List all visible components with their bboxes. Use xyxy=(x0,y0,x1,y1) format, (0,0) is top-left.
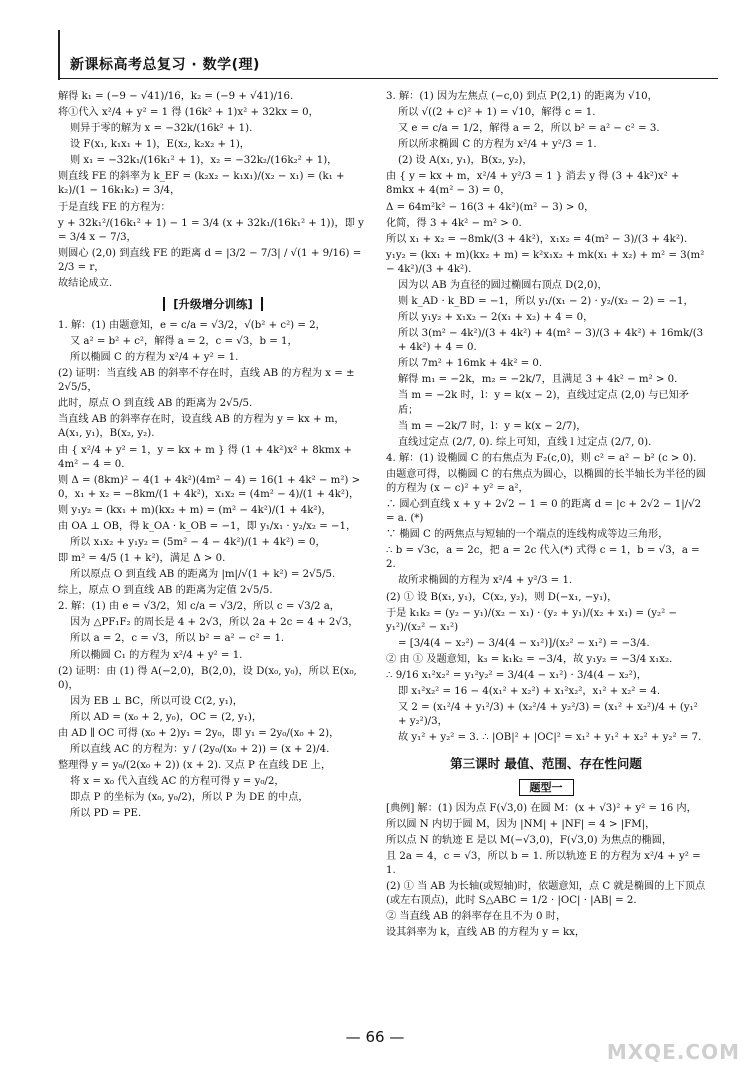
text-line: 由 { x²/4 + y² = 1，y = kx + m } 得 (1 + 4k²)x² + 8kmx + 4m² − 4 = 0. xyxy=(58,444,353,470)
text-line: = [3/4(4 − x₂²) − 3/4(4 − x₁²)]/(x₂² − x₁²) = −3/4. xyxy=(398,637,650,649)
text-line: 将 x = x₀ 代入直线 AC 的方程可得 y = y₀/2， xyxy=(70,776,285,788)
text-line: (2) ① 当 AB 为长轴(或短轴)时，依题意知，点 C 就是椭圆的上下顶点(或左右顶点)，此时 S△ABC = 1/2 · |OC| · |AB| = 2. xyxy=(386,881,706,907)
text-line: 当 m = −2k 时，l：y = k(x − 2)，直线过定点 (2,0) 与已知矛盾； xyxy=(398,390,689,416)
text-line: 于是 k₁k₂ = (y₂ − y₁)/(x₂ − x₁) · (y₂ + y₁)/(x₂ + x₁) = (y₂² − y₁²)/(x₂² − x₁²) xyxy=(386,607,677,633)
text-line: 又 2 = (x₁²/4 + y₁²/3) + (x₂²/4 + y₂²/3) = (x₁² + x₂²)/4 + (y₁² + y₂²)/3， xyxy=(398,702,698,728)
text-line: ∴ 圆心到直线 x + y + 2√2 − 1 = 0 的距离 d = |c + 2√2 − 1|/√2 = a. (*) xyxy=(386,499,702,525)
text-line: 综上，原点 O 到直线 AB 的距离为定值 2√5/5. xyxy=(58,585,273,597)
text-line: 则异于零的解为 x = −32k/(16k² + 1). xyxy=(70,123,253,135)
text-line: 所以 y₁y₂ + x₁x₂ − 2(x₁ + x₂) + 4 = 0， xyxy=(398,312,594,324)
text-line: 则 x₁ = −32k₁/(16k₁² + 1)，x₂ = −32k₂/(16k₂² + 1)， xyxy=(70,155,338,167)
text-line: 所以 a = 2，c = √3，所以 b² = a² − c² = 1. xyxy=(70,633,285,645)
text-line: 所以 x₁x₂ + y₁y₂ = (5m² − 4 − 4k²)/(1 + 4k²) = 0， xyxy=(70,536,326,548)
topic-heading: 题型一 xyxy=(386,779,706,796)
text-line: 所以原点 O 到直线 AB 的距离为 |m|/√(1 + k²) = 2√5/5. xyxy=(70,569,336,581)
text-line: 又 a² = b² + c²，解得 a = 2，c = √3，b = 1， xyxy=(70,335,298,347)
text-line: ② 由 ① 及题意知，k₃ = k₁k₂ = −3/4，故 y₁y₂ = −3/4 x₁x₂. xyxy=(386,653,673,665)
text-line: 所以 √((2 + c)² + 1) = √10，解得 c = 1. xyxy=(398,107,596,119)
right-column xyxy=(386,90,706,942)
text-line: 则直线 FE 的斜率为 k_EF = (k₂x₂ − k₁x₁)/(x₂ − x₁) = (k₁ + k₂)/(1 − 16k₁k₂) = 3/4， xyxy=(58,171,345,197)
text-line: 故结论成立. xyxy=(58,277,113,289)
section-heading-upgrade: [升级增分训练] xyxy=(58,297,368,313)
text-line: 则 k_AD · k_BD = −1，所以 y₁/(x₁ − 2) · y₂/(x₂ − 2) = −1， xyxy=(398,296,694,308)
left-column xyxy=(58,90,368,823)
page-number: — 66 — xyxy=(345,1028,405,1046)
text-line: 解得 m₁ = −2k，m₂ = −2k/7，且满足 3 + 4k² − m² > 0. xyxy=(398,374,678,386)
text-line: 所以点 N 的轨迹 E 是以 M(−√3,0)，F(√3,0) 为焦点的椭圆， xyxy=(386,834,673,846)
text-line: 设 F(x₁, k₁x₁ + 1)，E(x₂, k₂x₂ + 1)， xyxy=(70,139,250,151)
text-line: (2) ① 设 B(x₁, y₁)，C(x₂, y₂)，则 D(−x₁, −y₁)， xyxy=(386,591,618,603)
header-rule-horizontal xyxy=(58,78,718,79)
text-line: 所以椭圆 C₁ 的方程为 x²/4 + y² = 1. xyxy=(70,649,243,661)
text-line: 4. 解：(1) 设椭圆 C 的右焦点为 F₂(c,0)，则 c² = a² − b² (c > 0). xyxy=(386,452,697,464)
text-line: 由 { y = kx + m，x²/4 + y²/3 = 1 } 消去 y 得 (3 + 4k²)x² + 8mkx + 4(m² − 3) = 0， xyxy=(386,171,680,197)
text-line: [典例] 解：(1) 因为点 F(√3,0) 在圆 M：(x + √3)² + y² = 16 内， xyxy=(386,802,697,814)
text-line: Δ = 64m²k² − 16(3 + 4k²)(m² − 3) > 0， xyxy=(386,201,595,213)
text-line: 故 y₁² + y₂² = 3. ∴ |OB|² + |OC|² = x₁² + y₁² + x₂² + y₂² = 7. xyxy=(398,732,702,744)
text-line: 整理得 y = y₀/(2(x₀ + 2)) (x + 2). 又点 P 在直线 DE 上， xyxy=(58,760,332,772)
text-line: 将①代入 x²/4 + y² = 1 得 (16k² + 1)x² + 32kx = 0， xyxy=(58,107,319,119)
text-line: 所以 x₁ + x₂ = −8mk/(3 + 4k²)，x₁x₂ = 4(m² − 3)/(3 + 4k²). xyxy=(386,233,688,245)
text-line: (2) 证明：当直线 AB 的斜率不存在时，直线 AB 的方程为 x = ± 2√5/5， xyxy=(58,368,355,394)
text-line: 此时，原点 O 到直线 AB 的距离为 2√5/5. xyxy=(58,398,253,410)
text-line: 所以所求椭圆 C 的方程为 x²/4 + y²/3 = 1. xyxy=(398,139,597,151)
text-line: 化简，得 3 + 4k² − m² > 0. xyxy=(386,217,522,229)
text-line: 即 m² = 4/5 (1 + k²)，满足 Δ > 0. xyxy=(58,553,226,565)
text-line: 当 m = −2k/7 时，l：y = k(x − 2/7)， xyxy=(398,420,587,432)
text-line: ∴ 9/16 x₁²x₂² = y₁²y₂² = 3/4(4 − x₁²) · 3/4(4 − x₂²)， xyxy=(386,669,647,681)
lesson-title: 第三课时 最值、范围、存在性问题 xyxy=(450,756,642,772)
text-line: 所以椭圆 C 的方程为 x²/4 + y² = 1. xyxy=(70,352,239,364)
text-line: 且 2a = 4，c = √3，所以 b = 1. 所以轨迹 E 的方程为 x²/4 + y² = 1. xyxy=(386,850,701,877)
text-line: 由题意可得，以椭圆 C 的右焦点为圆心，以椭圆的长半轴长为半径的圆的方程为 (x − c)² + y² = a²， xyxy=(386,468,706,494)
text-line: 设其斜率为 k，直线 AB 的方程为 y = kx， xyxy=(386,927,586,939)
header-rule-vertical xyxy=(58,30,60,80)
text-line: 1. 解：(1) 由题意知，e = c/a = √3/2，√(b² + c²) = 2， xyxy=(58,319,326,331)
text-line: y₁y₂ = (kx₁ + m)(kx₂ + m) = k²x₁x₂ + mk(x₁ + x₂) + m² = 3(m² − 4k²)/(3 + 4k²). xyxy=(386,249,705,275)
text-line: 2. 解：(1) 由 e = √3/2，知 c/a = √3/2，所以 c = √3/2 a， xyxy=(58,601,340,613)
text-line: 则 y₁y₂ = (kx₁ + m)(kx₂ + m) = (m² − 4k²)/(1 + 4k²)， xyxy=(58,504,332,516)
text-line: 由 AD ∥ OC 可得 (x₀ + 2)y₁ = 2y₀，即 y₁ = 2y₀/(x₀ + 2)， xyxy=(58,727,340,739)
text-line: 所以 PD = PE. xyxy=(70,808,142,820)
text-line: 于是直线 FE 的方程为： xyxy=(58,201,171,213)
text-line: ∵ 椭圆 C 的两焦点与短轴的一个端点的连线构成等边三角形， xyxy=(386,529,669,541)
text-line: 则圆心 (2,0) 到直线 FE 的距离 d = |3/2 − 7/3| / √(1 + 9/16) = 2/3 = r， xyxy=(58,247,362,273)
text-line: 则 Δ = (8km)² − 4(1 + 4k²)(4m² − 4) = 16(1 + 4k² − m²) > 0，x₁ + x₂ = −8km/(1 + 4k²)，x₁x₂ = (4m² − 4)/(1 + 4k²)， xyxy=(58,474,361,500)
text-line: 即点 P 的坐标为 (x₀, y₀/2)，所以 P 为 DE 的中点， xyxy=(70,792,309,804)
text-line: 所以 AD = (x₀ + 2, y₀)，OC = (2, y₁)， xyxy=(70,711,263,723)
text-line: 所以直线 AC 的方程为：y / (2y₀/(x₀ + 2)) = (x + 2)/4. xyxy=(70,743,330,755)
text-line: 所以 7m² + 16mk + 4k² = 0. xyxy=(398,358,543,370)
running-header: 新课标高考总复习 · 数学(理) xyxy=(70,57,260,73)
text-line: 所以圆 N 内切于圆 M，因为 |NM| + |NF| = 4 > |FM|， xyxy=(386,818,656,830)
text-line: 故所求椭圆的方程为 x²/4 + y²/3 = 1. xyxy=(398,575,573,587)
text-line: 由 OA ⊥ OB，得 k_OA · k_OB = −1，即 y₁/x₁ · y₂/x₂ = −1， xyxy=(58,520,357,532)
text-line: ② 当直线 AB 的斜率存在且不为 0 时， xyxy=(386,911,567,923)
text-line: 因为以 AB 为直径的圆过椭圆右顶点 D(2,0)， xyxy=(398,279,608,291)
text-line: 当直线 AB 的斜率存在时，设直线 AB 的方程为 y = kx + m，A(x₁, y₁)，B(x₂, y₂). xyxy=(58,414,345,440)
watermark: MXQE.COM xyxy=(606,1040,740,1064)
text-line: 又 e = c/a = 1/2，解得 a = 2，所以 b² = a² − c² = 3. xyxy=(398,123,660,135)
text-line: 所以 3(m² − 4k²)/(3 + 4k²) + 4(m² − 3)/(3 + 4k²) + 16mk/(3 + 4k²) + 4 = 0. xyxy=(398,328,704,354)
text-line: 直线过定点 (2/7, 0). 综上可知，直线 l 过定点 (2/7, 0). xyxy=(398,436,652,448)
text-line: (2) 证明：由 (1) 得 A(−2,0)，B(2,0)，设 D(x₀, y₀)，所以 E(x₀, 0)， xyxy=(58,665,357,691)
text-line: 即 x₁²x₂² = 16 − 4(x₁² + x₂²) + x₁²x₂²，x₁² + x₂² = 4. xyxy=(398,685,661,697)
text-line: 解得 k₁ = (−9 − √41)/16，k₂ = (−9 + √41)/16. xyxy=(58,91,294,102)
text-line: (2) 设 A(x₁, y₁)，B(x₂, y₂)， xyxy=(398,155,533,167)
text-line: 因为 △PF₁F₂ 的周长是 4 + 2√3，所以 2a + 2c = 4 + 2√3， xyxy=(70,617,359,629)
text-line: y + 32k₁²/(16k₁² + 1) − 1 = 3/4 (x + 32k₁/(16k₁² + 1))，即 y = 3/4 x − 7/3， xyxy=(58,217,364,243)
text-line: ∴ b = √3c，a = 2c，把 a = 2c 代入(*) 式得 c = 1，b = √3，a = 2. xyxy=(386,545,700,571)
text-line: 因为 EB ⊥ BC，所以可设 C(2, y₁)， xyxy=(70,695,243,707)
text-line: 3. 解：(1) 因为左焦点 (−c,0) 到点 P(2,1) 的距离为 √10， xyxy=(386,91,658,102)
